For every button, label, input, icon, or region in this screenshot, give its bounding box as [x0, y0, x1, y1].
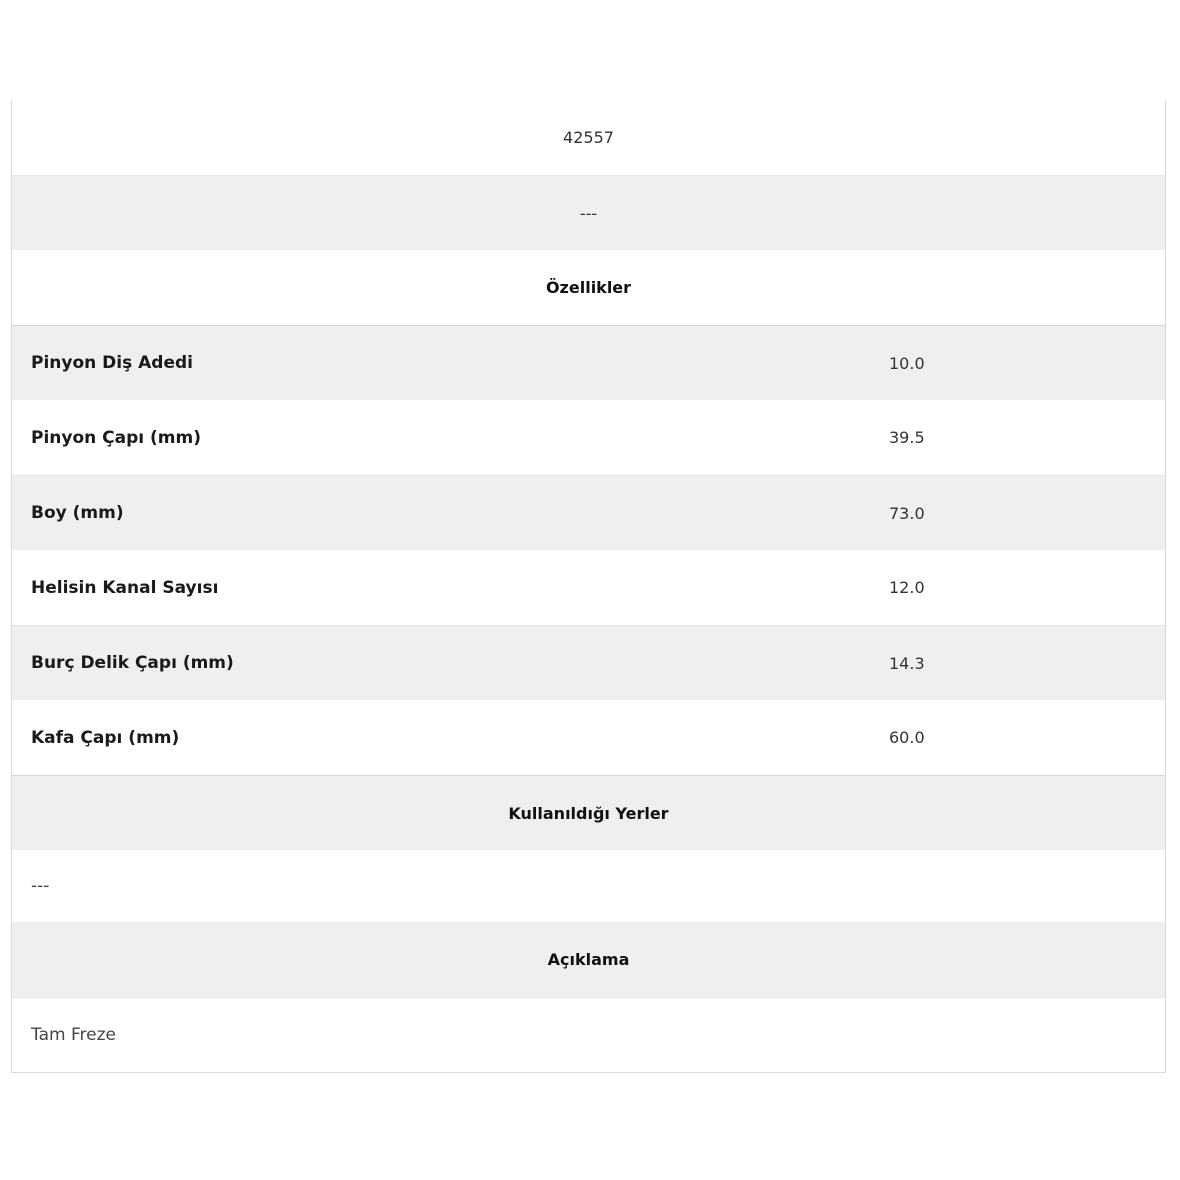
feature-label: Burç Delik Çapı (mm) [31, 653, 234, 673]
features-heading: Özellikler [545, 278, 632, 297]
feature-label: Boy (mm) [31, 503, 124, 523]
feature-row [12, 625, 1165, 700]
feature-label: Kafa Çapı (mm) [31, 727, 180, 748]
feature-label: Pinyon Çapı (mm) [31, 427, 201, 448]
product-subtitle: --- [579, 203, 598, 223]
feature-value: 12.0 [889, 578, 925, 597]
feature-row [12, 700, 1165, 775]
product-code: 42557 [563, 128, 614, 147]
feature-value: 10.0 [889, 353, 925, 373]
feature-value: 39.5 [889, 428, 925, 447]
features-heading-row [12, 250, 1165, 325]
description-heading-row [12, 922, 1165, 997]
feature-row [12, 400, 1165, 475]
feature-row [12, 550, 1165, 625]
description-text-row [12, 997, 1165, 1072]
usage-text-row [12, 850, 1165, 922]
description-heading: Açıklama [547, 950, 630, 969]
product-subtitle-row [12, 175, 1165, 250]
description-text: Tam Freze [31, 1025, 116, 1045]
usage-heading: Kullanıldığı Yerler [508, 803, 669, 823]
feature-row [12, 475, 1165, 550]
feature-row [12, 325, 1165, 400]
feature-value: 60.0 [889, 728, 925, 747]
feature-value: 73.0 [889, 503, 925, 523]
usage-text: --- [31, 876, 50, 896]
feature-label: Helisin Kanal Sayısı [31, 577, 219, 598]
product-code-row [12, 100, 1165, 175]
spec-table [11, 100, 1166, 1073]
usage-heading-row [12, 775, 1165, 850]
feature-value: 14.3 [889, 653, 925, 673]
feature-label: Pinyon Diş Adedi [31, 353, 193, 373]
